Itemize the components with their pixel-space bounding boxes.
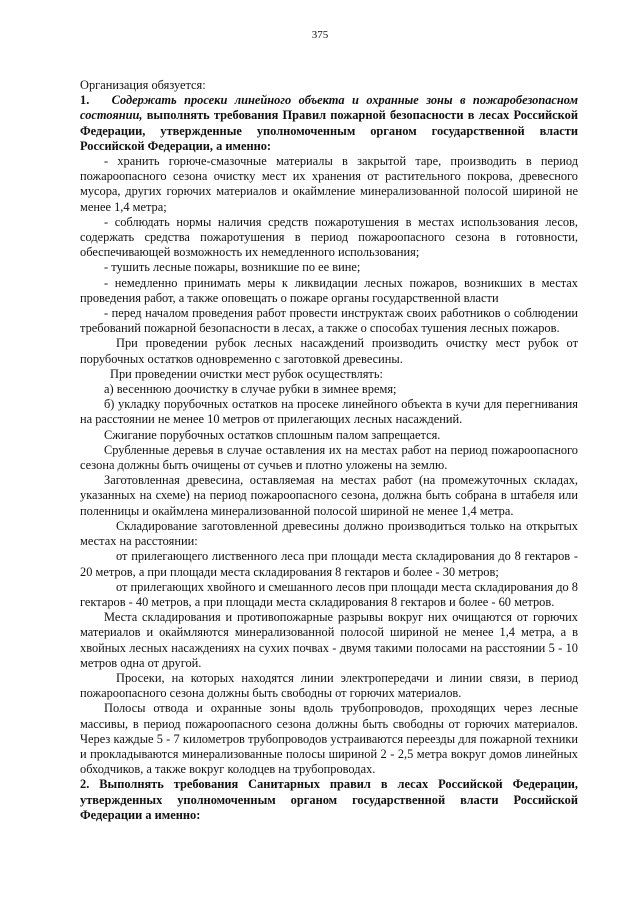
section-1-heading-italic: Содержать просеки линейного объекта и охранные зоны в пожаробезопасном состоянии,: [80, 93, 578, 123]
paragraph: Складирование заготовленной древесины должно производиться только на открытых местах на расстоянии:: [80, 518, 578, 549]
section-1-heading: [80, 93, 578, 154]
paragraph: б) укладку порубочных остатков на просеке линейного объекта в кучи для перегнивания на расстоянии не менее 10 метров от прилегающих лесных насаждений.: [80, 397, 578, 427]
section-2-heading: [80, 777, 578, 823]
paragraph: от прилегающего лиственного леса при площади места складирования до 8 гектаров - 20 метров, а при площади места складирования 8 гектаров и более - 30 метров;: [80, 549, 578, 579]
paragraph: Полосы отвода и охранные зоны вдоль трубопроводов, проходящих через лесные массивы, в период пожароопасного сезона должны быть свободны от горючих материалов. Через каждые 5 - 7 километров трубопроводов устраиваются переезды для пожарной техники и прокладываются минерализованные полосы шириной 2 - 2,5 метра вокруг домов линейных обходчиков, а также вокруг колодцев на трубопроводах.: [80, 701, 578, 777]
intro-line: Организация обязуется:: [80, 78, 206, 92]
paragraph: от прилегающих хвойного и смешанного лесов при площади места складирования до 8 гектаров - 40 метров, а при площади места складирования 8 гектаров и более - 60 метров.: [80, 579, 578, 609]
paragraph: Места складирования и противопожарные разрывы вокруг них очищаются от горючих материалов и окаймляются минерализованной полосой шириной не менее 1,4 метра, а в хвойных лесных насаждениях на сухих почвах - двумя такими полосами на расстоянии 5 - 10 метров одна от другой.: [80, 610, 578, 670]
paragraph: а) весеннюю доочистку в случае рубки в зимнее время;: [104, 382, 397, 397]
paragraph: - хранить горюче-смазочные материалы в закрытой таре, производить в период пожароопасного сезона очистку мест их хранения от растительного покрова, древесного мусора, других горючих материалов и окаймление минерализованной полосой шириной не менее 1,4 метра;: [80, 154, 578, 214]
paragraph: - перед началом проведения работ провести инструктаж своих работников о соблюдении требований пожарной безопасности в лесах, а также о способах тушения лесных пожаров.: [80, 306, 578, 336]
paragraph: При проведении очистки мест рубок осуществлять:: [110, 366, 383, 381]
section-2-heading-text: Выполнять требования Санитарных правил в лесах Российской Федерации, утвержденных уполномоченным органом государственной власти Российской Федерации а именно:: [80, 777, 578, 822]
paragraph: Просеки, на которых находятся линии электропередачи и линии связи, в период пожароопасного сезона должны быть свободны от горючих материалов.: [80, 670, 578, 701]
paragraph: Заготовленная древесина, оставляемая на местах работ (на промежуточных складах, указанных на схеме) на период пожароопасного сезона, должна быть собрана в штабеля или поленницы и окаймлена минерализованной полосой шириной не менее 1,4 метра.: [80, 473, 578, 518]
paragraph: - тушить лесные пожары, возникшие по ее вине;: [104, 260, 361, 275]
section-1-heading-rest: выполнять требования Правил пожарной безопасности в лесах Российской Федерации, утвержденные уполномоченным органом государственной власти Российской Федерации, а именно:: [80, 108, 578, 153]
paragraph: - немедленно принимать меры к ликвидации лесных пожаров, возникших в местах проведения работ, а также оповещать о пожаре органы государственной власти: [80, 275, 578, 305]
paragraph: Сжигание порубочных остатков сплошным палом запрещается.: [104, 427, 441, 442]
section-1-number: 1.: [80, 93, 90, 108]
page-number: 375: [311, 29, 329, 41]
section-2-number: 2.: [80, 777, 90, 792]
paragraph: При проведении рубок лесных насаждений производить очистку мест рубок от порубочных остатков одновременно с заготовкой древесины.: [80, 336, 578, 366]
document-body: [80, 78, 578, 823]
paragraph: - соблюдать нормы наличия средств пожаротушения в местах использования лесов, содержать средства пожаротушения в период пожароопасного сезона в готовности, обеспечивающей возможность их немедленного использования;: [80, 214, 578, 260]
paragraph: Срубленные деревья в случае оставления их на местах работ на период пожароопасного сезона должны быть очищены от сучьев и плотно уложены на землю.: [80, 442, 578, 473]
